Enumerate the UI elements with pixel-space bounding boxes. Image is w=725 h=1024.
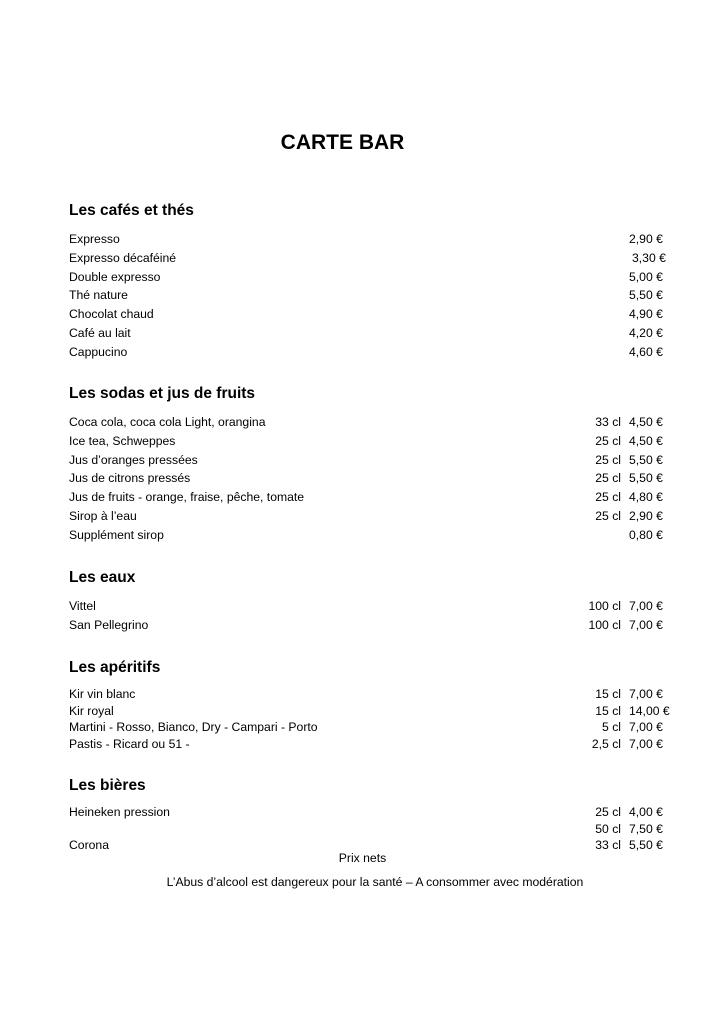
item-name: Supplément sirop [69,527,164,542]
section-eaux [69,568,679,635]
item-price: 2,90 € [629,232,663,246]
list-item [69,488,679,507]
item-volume: 100 cl [588,617,621,632]
item-name: Corona [69,838,109,852]
page-title: CARTE BAR [280,131,405,154]
list-item [69,469,679,488]
list-item [69,719,679,736]
item-price: 7,00 € [629,599,663,613]
item-name: Pastis - Ricard ou 51 - [69,736,190,751]
item-price: 3,30 € [632,250,666,265]
list-item [69,597,679,616]
item-price: 4,20 € [629,325,663,340]
item-price: 14,00 € [629,703,670,718]
item-name: Sirop à l’eau [69,508,137,523]
item-price: 7,50 € [629,821,663,836]
item-name: Expresso décaféiné [69,250,177,265]
item-price: 5,50 € [629,452,663,467]
item-volume: 15 cl [595,687,621,701]
item-name: Jus de citrons pressés [69,471,191,486]
item-name: Jus d’oranges pressées [69,452,198,467]
list-item [69,804,679,821]
item-price: 5,50 € [629,471,663,486]
item-price: 5,50 € [629,838,663,852]
list-item [69,286,679,305]
section-title: Les apéritifs [69,659,161,676]
item-name: Cappucino [69,344,128,359]
item-price: 7,00 € [629,720,663,734]
section-title: Les bières [69,777,146,794]
item-name: Kir royal [69,703,114,718]
item-volume: 50 cl [595,821,621,836]
item-name: Vittel [69,599,96,613]
list-item [69,324,679,343]
list-item [69,432,679,451]
list-item [69,616,679,635]
item-name: San Pellegrino [69,617,149,632]
item-name: Martini - Rosso, Bianco, Dry - Campari - Porto [69,720,318,734]
item-price: 4,90 € [629,307,663,322]
section-title: Les sodas et jus de fruits [69,385,256,402]
section-title: Les eaux [69,569,136,586]
item-name: Chocolat chaud [69,307,154,322]
item-name: Coca cola, coca cola Light, orangina [69,415,266,429]
item-price: 7,00 € [629,736,663,751]
item-volume: 25 cl [595,805,621,819]
section-cafes [69,201,679,362]
item-volume: 15 cl [595,703,621,718]
item-name: Jus de fruits - orange, fraise, pêche, tomate [69,490,305,505]
item-price: 5,50 € [629,288,663,303]
list-item [69,526,679,545]
item-volume: 5 cl [602,720,621,734]
item-name: Kir vin blanc [69,687,136,701]
list-item [69,736,679,753]
item-volume: 25 cl [595,490,621,505]
list-item [69,343,679,362]
list-item [69,230,679,249]
item-name: Thé nature [69,288,128,303]
item-volume: 2,5 cl [591,736,621,751]
item-volume: 33 cl [595,415,621,429]
list-item [69,703,679,720]
section-sodas [69,384,679,545]
item-price: 7,00 € [629,617,663,632]
item-volume: 25 cl [595,452,621,467]
item-volume: 25 cl [595,433,621,448]
list-item [69,686,679,703]
item-volume: 25 cl [595,508,621,523]
item-volume: 100 cl [588,599,621,613]
alcohol-warning: L’Abus d’alcool est dangereux pour la santé – A consommer avec modération [166,875,584,889]
item-volume: 33 cl [595,838,621,852]
item-price: 2,90 € [629,508,663,523]
item-price: 4,60 € [629,344,663,359]
item-name: Heineken pression [69,805,170,819]
prices-note: Prix nets [338,851,387,865]
item-price: 7,00 € [629,687,663,701]
list-item [69,507,679,526]
list-item [69,821,679,838]
item-price: 0,80 € [629,527,663,542]
item-price: 5,00 € [629,269,663,284]
list-item [69,268,679,287]
item-name: Ice tea, Schweppes [69,433,176,448]
section-aperitifs [69,658,679,752]
list-item [69,305,679,324]
list-item [69,451,679,470]
section-bieres [69,776,679,854]
item-name: Double expresso [69,269,161,284]
list-item [69,249,679,268]
item-price: 4,00 € [629,805,663,819]
item-price: 4,80 € [629,490,663,505]
item-volume: 25 cl [595,471,621,486]
item-price: 4,50 € [629,415,663,429]
item-name: Café au lait [69,325,131,340]
item-name: Expresso [69,232,120,246]
list-item [69,413,679,432]
section-title: Les cafés et thés [69,202,194,219]
item-price: 4,50 € [629,433,663,448]
